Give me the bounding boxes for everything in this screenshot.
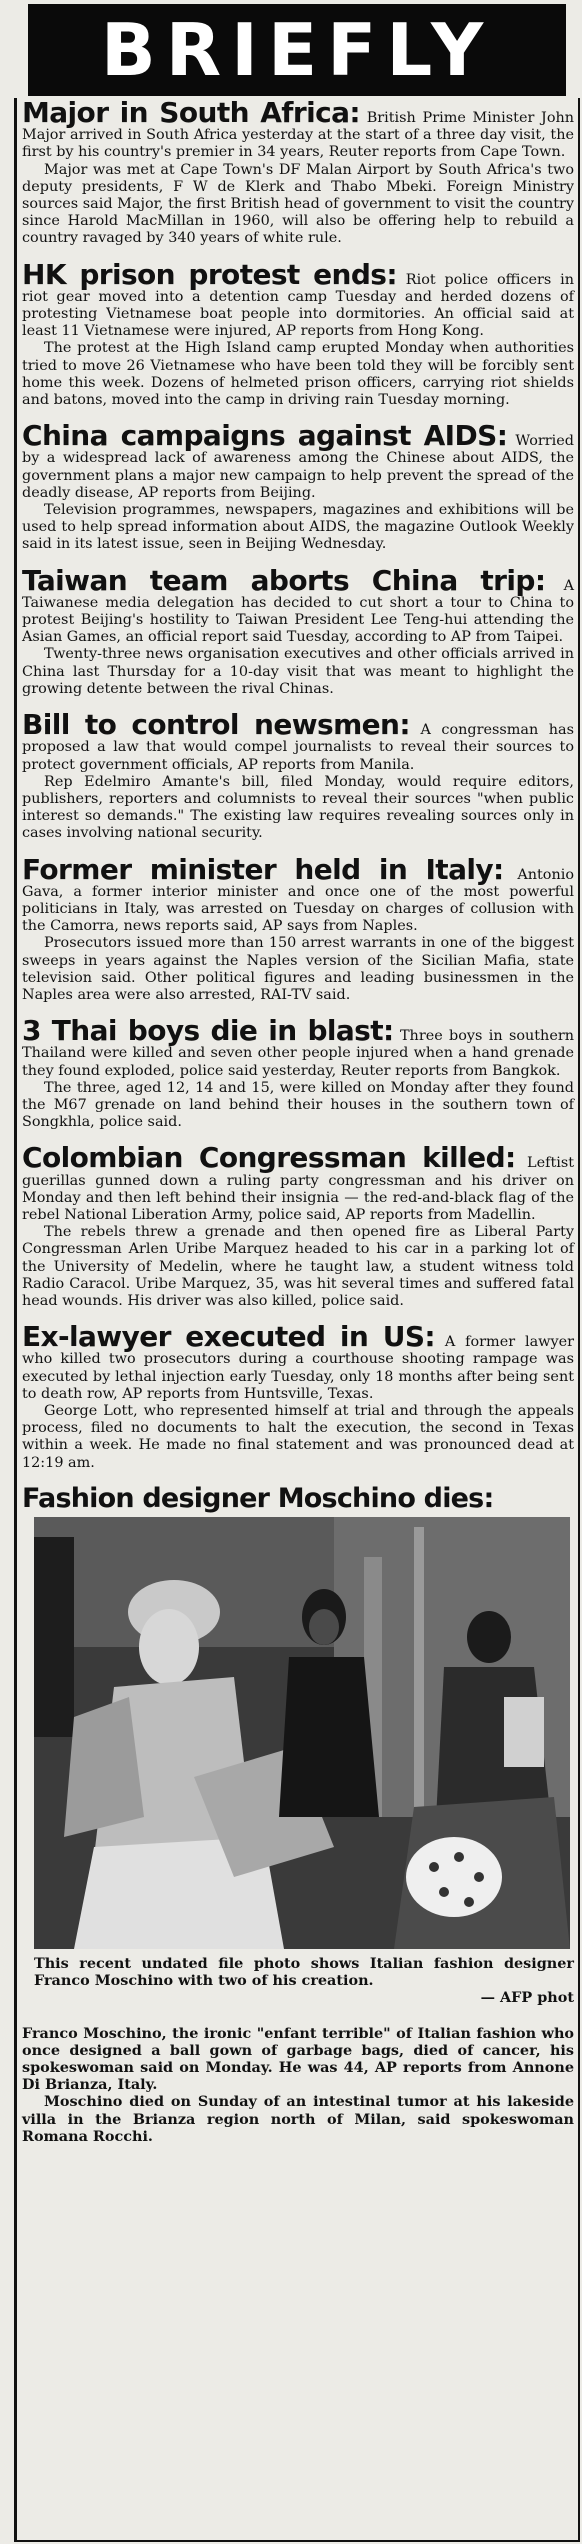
story-paragraph <box>22 257 574 341</box>
story-paragraph <box>22 563 575 647</box>
news-brief <box>22 563 575 698</box>
moschino-photo <box>34 1517 570 1949</box>
photo-image <box>34 1517 570 1949</box>
caption-text: This recent undated file photo shows Italian fashion designer Franco Moschino with two of his creation. <box>34 1955 574 1990</box>
story-lead: Worried by a widespread lack of awareness among the Chinese about AIDS, the government plans a major new campaign to help prevent the spread of the deadly disease, AP reports from Beijing. <box>22 433 574 501</box>
story-paragraph: The rebels threw a grenade and then opened fire as Liberal Party Congressman Arlen Uribe Marquez headed to his car in a parking lot of the University of Medelin, where he taught law, a student witness told Radio Caracol. Uribe Marquez, 35, was hit several times and suffered fatal head wounds. His driver was also killed, police said. <box>22 1224 574 1309</box>
news-brief <box>22 1320 574 1472</box>
story-lead: Antonio Gava, a former interior minister and once one of the most powerful politicians in Italy, was arrested on Tuesday on charges of collusion with the Camorra, news reports said, AP says from Naples. <box>22 866 575 935</box>
news-brief <box>22 708 574 842</box>
story-lead: A former lawyer who killed two prosecutors during a courthouse shooting rampage was executed by lethal injection early Tuesday, only 18 months after being sent to death row, AP reports from Huntsville, Texas. <box>22 1334 574 1402</box>
story-headline: Former minister held in Italy: <box>22 852 504 886</box>
masthead: BRIEFLY <box>28 4 566 96</box>
story-paragraph: The three, aged 12, 14 and 15, were killed on Monday after they found the M67 grenade on land behind their houses in the southern town of Songkhla, police said. <box>22 1079 574 1131</box>
story-paragraph <box>22 852 575 936</box>
news-brief <box>22 852 575 1005</box>
story-headline: HK prison protest ends: <box>22 257 397 291</box>
story-paragraph: Prosecutors issued more than 150 arrest warrants in one of the biggest sweeps in years against the Naples version of the Sicilian Mafia, state television said. Other political figures and leading businessmen in the Naples area were also arrested, RAI-TV said. <box>22 935 574 1003</box>
news-brief <box>22 419 574 553</box>
story-paragraph: Franco Moschino, the ironic "enfant terrible" of Italian fashion who once designed a ball gown of garbage bags, died of cancer, his spokeswoman said on Monday. He was 44, AP reports from Annone Di Brianza, Italy. <box>22 2024 574 2094</box>
story-paragraph: Moschino died on Sunday of an intestinal tumor at his lakeside villa in the Brianza region north of Milan, said spokeswoman Romana Rocchi. <box>22 2093 574 2145</box>
story-paragraph: Twenty-three news organisation executives and other officials arrived in China last Thursday for a 10-day visit that was meant to highlight the growing detente between the rival Chinas. <box>22 646 574 697</box>
story-paragraph: The protest at the High Island camp erupted Monday when authorities tried to move 26 Vietnamese who have been told they will be forcibly sent home this week. Dozens of helmeted prison officers, carrying riot shields and batons, moved into the camp in driving rain Tuesday morning. <box>22 340 574 409</box>
story-paragraph <box>22 1320 574 1403</box>
story-paragraph <box>22 1014 574 1080</box>
story-paragraph <box>22 96 575 162</box>
photo-credit: — AFP phot <box>480 1989 574 2007</box>
story-headline: Fashion designer Moschino dies: <box>22 1482 494 1514</box>
news-brief <box>22 1014 574 1131</box>
fashion-body <box>22 2025 574 2145</box>
story-paragraph: Major was met at Cape Town's DF Malan Airport by South Africa's two deputy presidents, F W de Klerk and Thabo Mbeki. Foreign Ministry sources said Major, the first British head of government to visit the country since Harold MacMillan in 1960, will also be offering help to rebuild a country ravaged by 340 years of white rule. <box>22 161 574 247</box>
fashion-story <box>22 1482 574 2145</box>
news-briefs <box>22 96 575 1472</box>
story-lead: A Taiwanese media delegation has decided to cut short a tour to China to protest Beijing's hostility to Taiwan President Lee Teng-hui attending the Asian Games, an official report said Tuesday, according to AP from Taipei. <box>22 577 575 646</box>
story-paragraph <box>22 1141 574 1224</box>
story-headline: China campaigns against AIDS: <box>22 419 508 453</box>
story-lead: Three boys in southern Thailand were killed and seven other people injured when a hand grenade they found exploded, police said yesterday, Reuter reports from Bangkok. <box>22 1028 574 1079</box>
story-paragraph: Television programmes, newspapers, magazines and exhibitions will be used to help spread information about AIDS, the magazine Outlook Weekly said in its latest issue, seen in Beijing Wednesday. <box>22 502 574 553</box>
story-lead: Leftist guerillas gunned down a ruling party congressman and his driver on Monday and then left behind their insignia — the red-and-black flag of the rebel National Liberation Army, police said, AP reports from Madellin. <box>22 1155 574 1223</box>
story-headline: Colombian Congressman killed: <box>22 1141 516 1175</box>
story-headline: Taiwan team aborts China trip: <box>22 563 546 597</box>
story-lead: A congressman has proposed a law that would compel journalists to reveal their sources to protect government officials, AP reports from Manila. <box>22 722 574 773</box>
story-headline: Major in South Africa: <box>22 96 360 129</box>
story-paragraph <box>22 708 574 774</box>
story-headline: 3 Thai boys die in blast: <box>22 1014 394 1048</box>
news-brief <box>22 96 575 248</box>
story-lead: Riot police officers in riot gear moved into a detention camp Tuesday and herded dozens of protesting Vietnamese boat people into dormitories. An official said at least 11 Vietnamese were injured, AP reports from Hong Kong. <box>22 271 574 340</box>
news-brief <box>22 1141 574 1310</box>
story-headline: Ex-lawyer executed in US: <box>22 1320 436 1354</box>
briefs-column <box>22 96 575 2145</box>
story-headline: Bill to control newsmen: <box>22 708 410 742</box>
news-brief <box>22 257 574 410</box>
photo-caption <box>34 1955 574 2007</box>
story-lead: British Prime Minister John Major arrived in South Africa yesterday at the start of a three day visit, the first by his country's premier in 34 years, Reuter reports from Cape Town. <box>22 110 575 161</box>
story-paragraph: George Lott, who represented himself at trial and through the appeals process, filed no documents to halt the execution, the second in Texas within a week. He made no final statement and was pronounced dead at 12:19 am. <box>22 1403 574 1471</box>
story-paragraph: Rep Edelmiro Amante's bill, filed Monday, would require editors, publishers, reporters and columnists to reveal their sources "when public interest so demands." The existing law requires revealing sources only in cases involving national security. <box>22 773 574 842</box>
story-paragraph <box>22 419 574 502</box>
